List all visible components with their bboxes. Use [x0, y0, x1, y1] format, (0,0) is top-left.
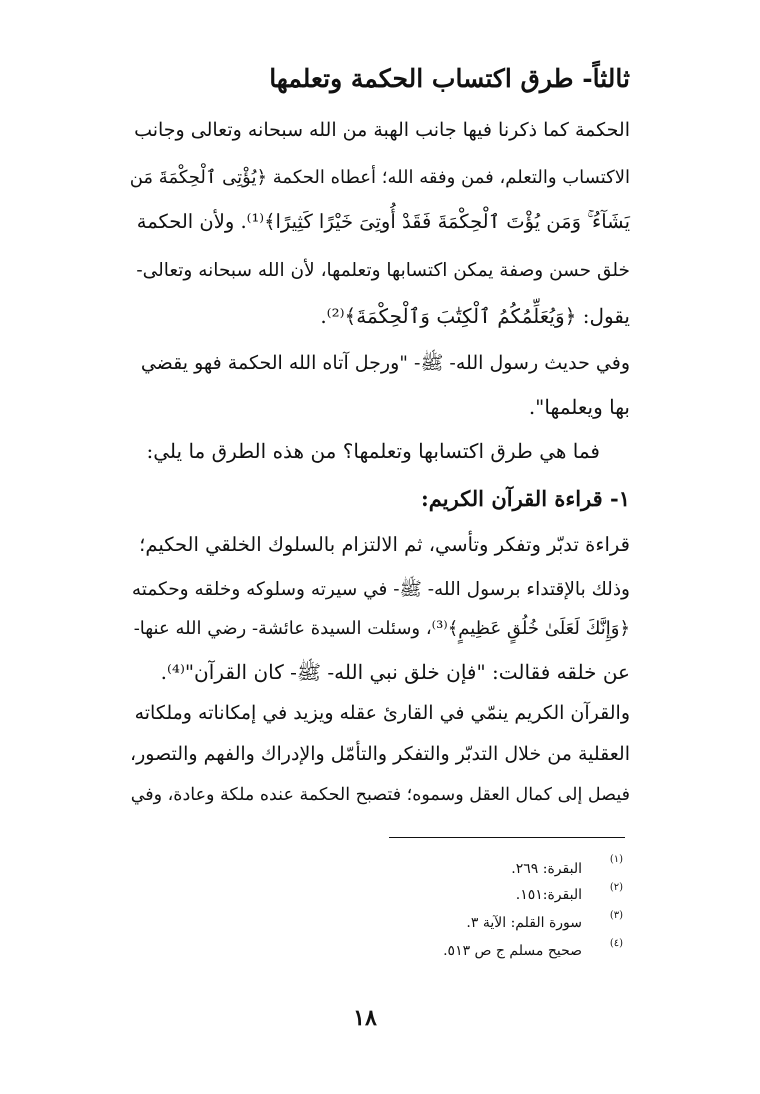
paragraph-1-line-1: الحكمة كما ذكرنا فيها جانب الهبة من الله سبحانه وتعالى وجانب [134, 119, 630, 141]
paragraph-1-line-3: يَشَآءُ ۚ وَمَن يُؤْتَ ٱلْحِكْمَةَ فَقَدْ أُوتِىَ خَيْرًا كَثِيرًا﴾⁽¹⁾. ولأن الحكمة [136, 210, 630, 233]
paragraph-5-line-2: العقلية من خلال التدبّر والتفكر والتأمّل والإدراك والفهم والتصور، [129, 743, 630, 765]
paragraph-3: فما هي طرق اكتسابها وتعلمها؟ من هذه الطرق ما يلي: [146, 439, 600, 463]
paragraph-2-line-2: بها ويعلمها". [528, 395, 630, 419]
paragraph-1-line-2: الاكتساب والتعلم، فمن وفقه الله؛ أعطاه الحكمة ﴿يُؤْتِى ٱلْحِكْمَةَ مَن [129, 167, 630, 188]
footnote-2-number: (٢) [609, 882, 623, 893]
footnote-4-number: (٤) [609, 938, 623, 949]
footnote-3-number: (٣) [609, 910, 623, 921]
footnote-4-text: صحيح مسلم ج ص ٥١٣. [443, 943, 582, 959]
paragraph-5-line-3: فيصل إلى كمال العقل وسموه؛ فتصبح الحكمة عنده ملكة وعادة، وفي [130, 785, 630, 805]
footnote-3-text: سورة القلم: الآية ٣. [466, 915, 582, 931]
footnote-divider [389, 837, 625, 838]
footnote-1-number: (١) [609, 854, 623, 865]
paragraph-4-line-2: وذلك بالإقتداء برسول الله- ﷺ- في سيرته وسلوكه وخلقه وحكمته [131, 579, 630, 600]
paragraph-4-line-4: عن خلقه فقالت: "فإن خلق نبي الله- ﷺ- كان القرآن"⁽⁴⁾. [160, 660, 630, 684]
paragraph-4-line-3: ﴿وَإِنَّكَ لَعَلَىٰ خُلُقٍ عَظِيمٍ﴾⁽³⁾، وسئلت السيدة عائشة- رضي الله عنها- [133, 618, 630, 639]
paragraph-5-line-1: والقرآن الكريم ينمّي في القارئ عقله ويزيد في إمكاناته وملكاته [134, 702, 630, 724]
footnote-2-text: البقرة:١٥١. [515, 887, 582, 903]
paragraph-1-line-4: خلق حسن وصفة يمكن اكتسابها وتعلمها، لأن الله سبحانه وتعالى- [136, 260, 630, 281]
page-number: ١٨ [353, 1005, 377, 1031]
paragraph-1-line-5: يقول: ﴿وَيُعَلِّمُكُمُ ٱلْكِتَٰبَ وَٱلْحِكْمَةَ﴾⁽²⁾. [320, 304, 630, 328]
paragraph-4-line-1: قراءة تدبّر وتفكر وتأسي، ثم الالتزام بالسلوك الخلقي الحكيم؛ [139, 533, 630, 556]
section-title: ثالثاً- طرق اكتساب الحكمة وتعلمها [269, 64, 630, 93]
subheading-quran: ١- قراءة القرآن الكريم: [421, 486, 630, 511]
paragraph-2-line-1: وفي حديث رسول الله- ﷺ- "ورجل آتاه الله الحكمة فهو يقضي [140, 352, 630, 374]
footnote-1-text: البقرة: ٢٦٩. [511, 861, 582, 877]
